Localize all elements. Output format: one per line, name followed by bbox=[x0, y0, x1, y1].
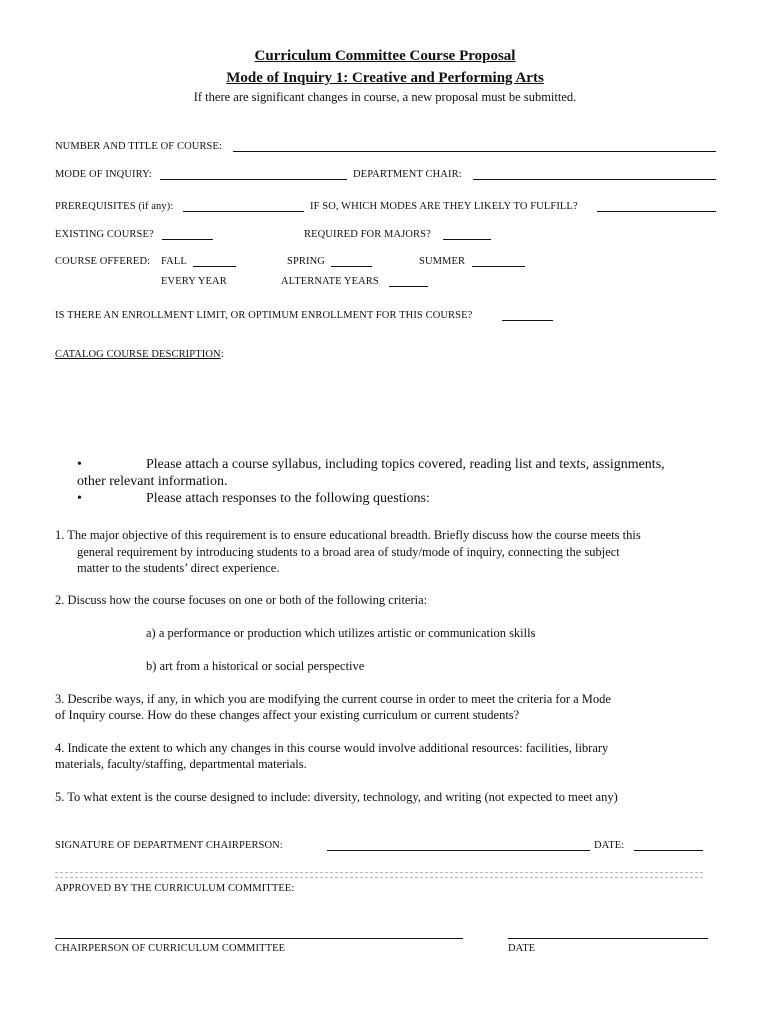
enrollment-limit-field[interactable] bbox=[502, 320, 553, 321]
question-4-line-2: materials, faculty/staffing, departmental materials. bbox=[55, 757, 307, 771]
modes-fulfill-field[interactable] bbox=[597, 211, 716, 212]
question-3-line-2: of Inquiry course. How do these changes affect your existing curriculum or current students? bbox=[55, 708, 520, 722]
question-1-line-1: 1. The major objective of this requirement is to ensure educational breadth. Briefly discuss how the course meets this bbox=[55, 528, 641, 542]
alternate-years-label: ALTERNATE YEARS bbox=[281, 276, 379, 287]
divider bbox=[55, 877, 703, 878]
alternate-years-field[interactable] bbox=[389, 286, 428, 287]
number-title-field[interactable] bbox=[233, 151, 716, 152]
question-2a: a) a performance or production which utilizes artistic or communication skills bbox=[146, 626, 536, 640]
signature-date-label: DATE: bbox=[594, 840, 625, 851]
spring-label: SPRING bbox=[287, 256, 325, 267]
number-title-label: NUMBER AND TITLE OF COURSE: bbox=[55, 141, 223, 152]
summer-field[interactable] bbox=[472, 266, 525, 267]
chairperson-signature-label: SIGNATURE OF DEPARTMENT CHAIRPERSON: bbox=[55, 840, 283, 851]
prerequisites-label: PREREQUISITES (if any): bbox=[55, 201, 174, 212]
catalog-description-colon: : bbox=[220, 349, 224, 360]
question-1-line-3: matter to the students’ direct experience. bbox=[77, 561, 280, 575]
bullet-syllabus-text: Please attach a course syllabus, including topics covered, reading list and texts, assignments, bbox=[146, 457, 665, 472]
approved-label: APPROVED BY THE CURRICULUM COMMITTEE: bbox=[55, 883, 295, 894]
enrollment-limit-label: IS THERE AN ENROLLMENT LIMIT, OR OPTIMUM ENROLLMENT FOR THIS COURSE? bbox=[55, 310, 473, 321]
existing-course-label: EXISTING COURSE? bbox=[55, 229, 154, 240]
question-2b: b) art from a historical or social perspective bbox=[146, 659, 365, 673]
committee-date-field[interactable] bbox=[508, 938, 708, 939]
department-chair-label: DEPARTMENT CHAIR: bbox=[353, 169, 462, 180]
summer-label: SUMMER bbox=[419, 256, 466, 267]
catalog-description-heading bbox=[55, 349, 224, 360]
catalog-description-label: CATALOG COURSE DESCRIPTION bbox=[55, 349, 221, 360]
mode-of-inquiry-label: MODE OF INQUIRY: bbox=[55, 169, 152, 180]
required-majors-field[interactable] bbox=[443, 239, 491, 240]
mode-of-inquiry-field[interactable] bbox=[160, 179, 347, 180]
bullet-responses-text: Please attach responses to the following questions: bbox=[146, 491, 430, 506]
divider bbox=[55, 872, 703, 873]
fall-label: FALL bbox=[161, 256, 187, 267]
spring-field[interactable] bbox=[331, 266, 372, 267]
committee-chair-signature-field[interactable] bbox=[55, 938, 463, 939]
prerequisites-field[interactable] bbox=[183, 211, 304, 212]
question-2: 2. Discuss how the course focuses on one or both of the following criteria: bbox=[55, 593, 428, 607]
signature-date-field[interactable] bbox=[634, 850, 703, 851]
question-4-line-1: 4. Indicate the extent to which any changes in this course would involve additional resources: facilities, library bbox=[55, 741, 609, 755]
required-majors-label: REQUIRED FOR MAJORS? bbox=[304, 229, 431, 240]
committee-date-label: DATE bbox=[508, 943, 536, 954]
department-chair-field[interactable] bbox=[473, 179, 716, 180]
bullet-syllabus-text-cont: other relevant information. bbox=[77, 474, 228, 489]
instructions-note: If there are significant changes in course, a new proposal must be submitted. bbox=[193, 90, 577, 104]
every-year-label: EVERY YEAR bbox=[161, 276, 227, 287]
form-subtitle-mode: Mode of Inquiry 1: Creative and Performing Arts bbox=[226, 70, 544, 86]
modes-fulfill-label: IF SO, WHICH MODES ARE THEY LIKELY TO FULFILL? bbox=[310, 201, 578, 212]
question-5: 5. To what extent is the course designed to include: diversity, technology, and writing (not expected to meet any) bbox=[55, 790, 618, 804]
committee-chair-label: CHAIRPERSON OF CURRICULUM COMMITTEE bbox=[55, 943, 286, 954]
chairperson-signature-field[interactable] bbox=[327, 850, 590, 851]
existing-course-field[interactable] bbox=[162, 239, 213, 240]
fall-field[interactable] bbox=[193, 266, 236, 267]
bullet-icon: • bbox=[77, 491, 82, 506]
question-3-line-1: 3. Describe ways, if any, in which you are modifying the current course in order to meet the criteria for a Mode bbox=[55, 692, 611, 706]
form-title: Curriculum Committee Course Proposal bbox=[254, 48, 516, 64]
bullet-icon: • bbox=[77, 457, 82, 472]
course-offered-label: COURSE OFFERED: bbox=[55, 256, 151, 267]
question-1-line-2: general requirement by introducing students to a broad area of study/mode of inquiry, connecting the subject bbox=[77, 545, 620, 559]
